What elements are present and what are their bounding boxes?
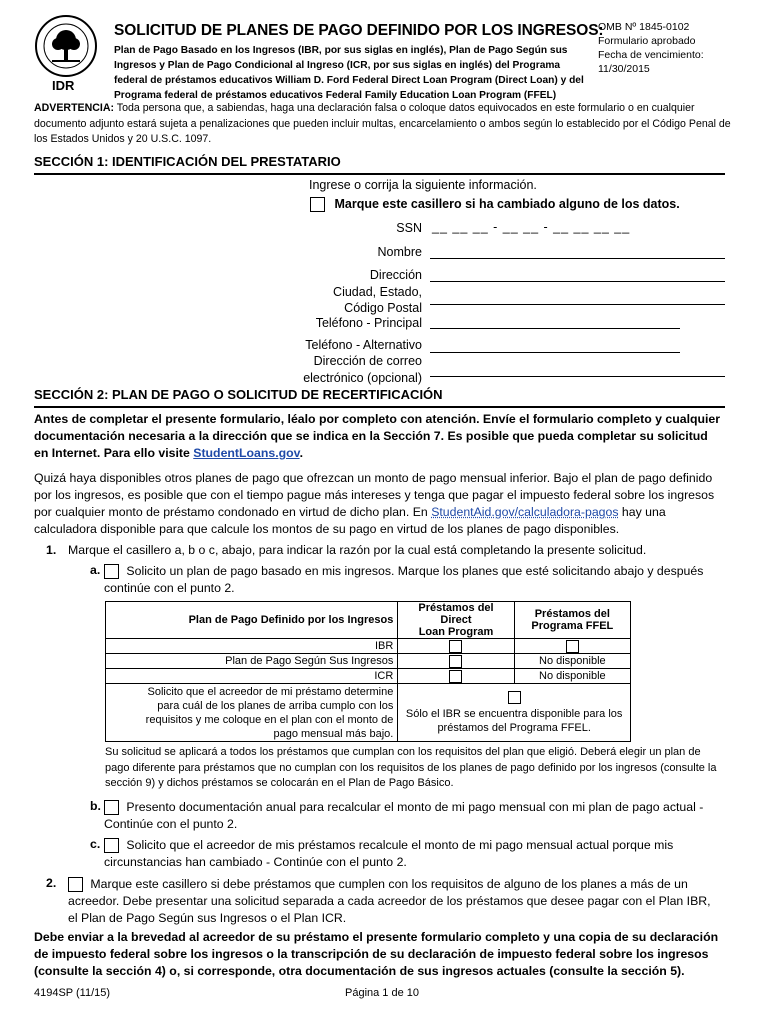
changed-data-checkbox[interactable] <box>310 197 325 212</box>
paye-direct-checkbox[interactable] <box>449 655 462 668</box>
table-row <box>106 684 631 742</box>
icr-ffel-cell: No disponible <box>514 669 630 684</box>
option-a-row <box>104 563 724 597</box>
item2-number: 2. <box>46 876 57 890</box>
table-row <box>106 639 631 654</box>
warning-text: Toda persona que, a sabiendas, haga una declaración falsa o coloque datos equivocados en este formulario o en cualquier documento adjunto estará sujeta a penalizaciones que pueden incluir multas, encarcelamiento o ambos según lo establecido por el Código Penal de los Estados Unidos y 20 U.S.C. 1097. <box>34 102 731 145</box>
lender-line-2: para cuál de los planes de arriba cumplo con los <box>157 699 394 712</box>
plan-table-header-plan <box>106 602 398 639</box>
direct-header-1: Préstamos del Direct <box>418 602 494 626</box>
lender-choice-checkbox[interactable] <box>508 691 521 704</box>
phone-primary-label: Teléfono - Principal <box>315 316 422 330</box>
item2-row <box>68 876 718 927</box>
plan-table-header-ffel <box>514 602 630 639</box>
para2-text: Quizá haya disponibles otros planes de pago que ofrezcan un monto de pago mensual inferior. Bajo el plan de pago definido por los ingresos, es posible que con el tiempo pague más intereses y tenga que pagar el impuesto federal sobre los ingresos por cualquier monto de préstamo condonado en virtud de dicho plan. En <box>34 471 715 519</box>
option-a-checkbox[interactable] <box>104 564 119 579</box>
option-c-label: c. <box>90 837 101 851</box>
icr-direct-cell <box>398 669 514 684</box>
row-icr-label: ICR <box>106 669 398 684</box>
paye-direct-cell <box>398 654 514 669</box>
option-b-label: b. <box>90 799 101 813</box>
direct-header-2: Loan Program <box>418 626 494 638</box>
section2-intro <box>34 411 724 462</box>
section2-intro-end: . <box>299 446 304 460</box>
studentloans-link[interactable]: StudentLoans.gov <box>193 446 300 460</box>
ibr-only-line-1: Sólo el IBR se encuentra disponible para los <box>405 708 623 720</box>
changed-data-label: Marque este casillero si ha cambiado alguno de los datos. <box>334 197 680 211</box>
section1-rule <box>34 173 725 175</box>
ibr-direct-cell <box>398 639 514 654</box>
changed-data-row <box>310 197 680 212</box>
option-b-text: Presento documentación anual para recalcular el monto de mi pago mensual con mi plan de pago actual - Continúe con el punto 2. <box>104 800 704 831</box>
row-paye-label: Plan de Pago Según Sus Ingresos <box>106 654 398 669</box>
address-field[interactable] <box>430 281 725 282</box>
option-a-label: a. <box>90 563 101 577</box>
lender-choice-cell <box>398 684 631 742</box>
row-lender-label <box>106 684 398 742</box>
section2-intro-text: Antes de completar el presente formulario, léalo por completo con atención. Envíe el formulario completo y cualquier documentación necesaria a la dirección que se indica en la Sección 7. Es posible que pueda completar su solicitud en Internet. Para ello visite <box>34 412 721 460</box>
paye-ffel-cell: No disponible <box>514 654 630 669</box>
option-c-checkbox[interactable] <box>104 838 119 853</box>
option-c-text: Solicito que el acreedor de mis préstamos recalcule el monto de mi pago mensual actual porque mis circunstancias han cambiado - Continúe con el punto 2. <box>104 838 674 869</box>
form-title: SOLICITUD DE PLANES DE PAGO DEFINIDO POR LOS INGRESOS: <box>114 22 604 39</box>
ibr-ffel-cell <box>514 639 630 654</box>
option-c-row <box>104 837 704 871</box>
expiration-label: Fecha de vencimiento: <box>598 49 704 61</box>
section2-title: SECCIÓN 2: PLAN DE PAGO O SOLICITUD DE RECERTIFICACIÓN <box>34 387 443 402</box>
item2-text: Marque este casillero si debe préstamos que cumplen con los requisitos de alguno de los planes a más de un acreedor. Debe presentar una solicitud separada a cada acreedor de los préstamos que desee pagar con el Plan IBR, el Plan de Pago Según sus Ingresos o el Plan ICR. <box>68 877 711 925</box>
item1-text: Marque el casillero a, b o c, abajo, para indicar la razón por la cual está completando la presente solicitud. <box>68 543 647 557</box>
form-code: 4194SP (11/15) <box>34 987 111 999</box>
table-row <box>106 654 631 669</box>
lender-line-1: Solicito que el acreedor de mi préstamo determine <box>147 685 394 698</box>
plan-table <box>105 601 631 742</box>
option-a-text: Solicito un plan de pago basado en mis ingresos. Marque los planes que esté solicitando abajo y después continúe con el punto 2. <box>104 564 704 595</box>
email-label-2: electrónico (opcional) <box>303 371 422 385</box>
plan-header-text: Plan de Pago Definido por los Ingresos <box>188 614 394 626</box>
row-ibr-label: IBR <box>106 639 398 654</box>
item2-checkbox[interactable] <box>68 877 83 892</box>
icr-direct-checkbox[interactable] <box>449 670 462 683</box>
plan-table-header-direct <box>398 602 514 639</box>
ssn-label: SSN <box>396 221 422 235</box>
city-label: Ciudad, Estado, <box>333 285 422 299</box>
ffel-header-2: Programa FFEL <box>531 620 614 632</box>
ibr-direct-checkbox[interactable] <box>449 640 462 653</box>
email-field[interactable] <box>430 376 725 377</box>
warning-label: ADVERTENCIA: <box>34 102 115 114</box>
table-note: Su solicitud se aplicará a todos los préstamos que cumplan con los requisitos del plan que eligió. Deberá elegir un plan de pago diferente para préstamos que no cumplan con los requisitos de los planes de pago definido por los ingresos (consulte la sección 9) y dichos préstamos se colocarán en el Plan de Pago Básico. <box>105 746 717 789</box>
form-subtitle: Plan de Pago Basado en los Ingresos (IBR, por sus siglas en inglés), Plan de Pago Según sus Ingresos y Plan de Pago Condicional al Ingreso (ICR, por sus siglas en inglés) del Programa federal de préstamos educativos William D. Ford Federal Direct Loan Program (Direct Loan) y del Programa federal de préstamos educativos Federal Family Education Loan Program (FFEL) <box>114 45 584 101</box>
section1-intro: Ingrese o corrija la siguiente información. <box>309 178 537 192</box>
lender-line-3: requisitos y me coloque en el plan con el monto de <box>145 713 394 726</box>
section2-para2 <box>34 470 726 538</box>
department-seal <box>34 14 98 78</box>
section2-rule <box>34 406 725 408</box>
section1-title: SECCIÓN 1: IDENTIFICACIÓN DEL PRESTATARIO <box>34 154 341 169</box>
ssn-field[interactable]: __ __ __ - __ __ - __ __ __ __ <box>432 220 631 234</box>
phone-alt-field[interactable] <box>430 352 680 353</box>
lender-line-4: pago mensual más bajo. <box>273 727 394 740</box>
name-label: Nombre <box>377 245 422 259</box>
approved-label: Formulario aprobado <box>598 35 696 47</box>
name-field[interactable] <box>430 258 725 259</box>
calculator-link[interactable]: StudentAid.gov/calculadora-pagos <box>431 505 619 519</box>
option-b-checkbox[interactable] <box>104 800 119 815</box>
table-row <box>106 669 631 684</box>
ffel-header-1: Préstamos del <box>534 608 610 620</box>
para2-end: hay una calculadora disponible para que calcule los montos de su pago en virtud de los planes de pago disponibles. <box>34 505 666 536</box>
address-label: Dirección <box>369 268 422 282</box>
final-instructions: Debe enviar a la brevedad al acreedor de su préstamo el presente formulario completo y una copia de su declaración de impuesto federal sobre los ingresos o la transcripción de su declaración de impuesto federal sobre los ingresos (consulte la sección 4) o, si corresponde, otra documentación de sus ingresos actuales (consulte la sección 5). <box>34 930 719 978</box>
page-number: Página 1 de 10 <box>345 987 420 999</box>
item1-number: 1. <box>46 543 57 557</box>
expiration-date: 11/30/2015 <box>598 63 650 75</box>
ibr-only-line-2: préstamos del Programa FFEL. <box>437 722 591 734</box>
ibr-ffel-checkbox[interactable] <box>566 640 579 653</box>
email-label-1: Dirección de correo <box>313 354 422 368</box>
phone-alt-label: Teléfono - Alternativo <box>305 338 422 352</box>
phone-primary-field[interactable] <box>430 328 680 329</box>
option-b-row <box>104 799 729 833</box>
omb-block <box>598 20 704 76</box>
zip-label: Código Postal <box>344 301 422 315</box>
city-zip-field[interactable] <box>430 304 725 305</box>
omb-number: OMB Nº 1845-0102 <box>598 21 690 33</box>
warning <box>34 101 734 148</box>
seal-label: IDR <box>52 78 75 93</box>
